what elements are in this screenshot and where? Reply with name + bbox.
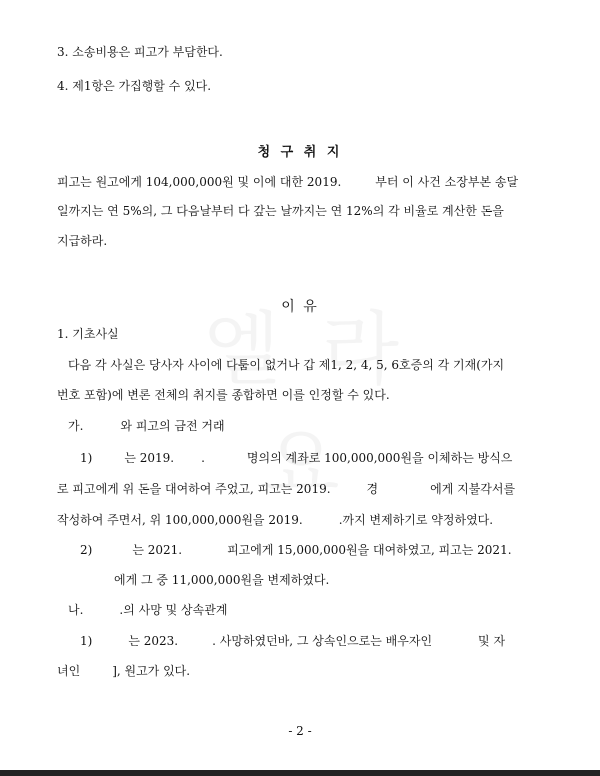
na-1-text: . 사망하였던바, 그 상속인으로는 배우자인 [212, 634, 433, 648]
na-1-line-2 [57, 663, 190, 679]
ga-1-line-3-a: 작성하여 주면서, 위 100,000,000원을 2019. [57, 513, 303, 527]
section-1-line-1: 다음 각 사실은 당사자 사이에 다툼이 없거나 갑 제1, 2, 4, 5, 6호증의 각 기재(가지 [68, 358, 505, 372]
ga-2-line-2: 에게 그 중 11,000,000원을 변제하였다. [114, 573, 330, 587]
ga-1-line-2-c: 에게 지불각서를 [430, 482, 516, 496]
ga-1-number: 1) [80, 451, 93, 465]
ga-1-line-3 [57, 512, 493, 528]
claim-line-1-part-b: 부터 이 사건 소장부본 송달 [375, 175, 519, 189]
na-1-number: 1) [80, 634, 93, 648]
ga-2-line-1 [80, 542, 512, 558]
claim-heading: 청 구 취 지 [257, 145, 343, 160]
subsection-na-title [68, 602, 227, 618]
ga-1-line-2 [57, 481, 515, 497]
subsection-ga-suffix: 와 피고의 금전 거래 [120, 419, 225, 433]
subsection-na-prefix: 나. [68, 603, 84, 617]
order-item-4: 4. 제1항은 가집행할 수 있다. [57, 79, 212, 93]
ga-2-text: 피고에게 15,000,000원을 대여하였고, 피고는 2021. [227, 543, 512, 557]
order-item-3: 3. 소송비용은 피고가 부담한다. [57, 45, 223, 59]
ga-1-line-2-b: 경 [366, 482, 379, 496]
ga-1-date: 는 2019. [124, 451, 175, 465]
na-1-text-end: 및 자 [478, 634, 506, 648]
claim-line-1 [57, 174, 518, 190]
ga-2-date: 는 2021. [132, 543, 183, 557]
page-number: - 2 - [288, 724, 312, 738]
bottom-edge-bar [0, 770, 600, 776]
na-1-line-2-b: ], 원고가 있다. [112, 664, 191, 678]
section-1-line-2: 번호 포함)에 변론 전체의 취지를 종합하면 이를 인정할 수 있다. [57, 388, 390, 402]
section-1-title: 1. 기초사실 [57, 327, 119, 341]
claim-line-3: 지급하라. [57, 234, 108, 248]
na-1-line-1 [80, 633, 505, 649]
ga-1-dot: . [201, 451, 205, 465]
subsection-ga-title [68, 418, 225, 434]
claim-line-1-part-a: 피고는 원고에게 104,000,000원 및 이에 대한 2019. [57, 175, 342, 189]
reasons-heading: 이 유 [281, 299, 319, 315]
ga-1-line-3-b: .까지 변제하기로 약정하였다. [338, 513, 494, 527]
subsection-na-suffix: .의 사망 및 상속관계 [119, 603, 228, 617]
ga-2-number: 2) [80, 543, 93, 557]
na-1-date: 는 2023. [128, 634, 179, 648]
ga-1-line-1 [80, 450, 512, 466]
claim-line-2: 일까지는 연 5%의, 그 다음날부터 다 갚는 날까지는 연 12%의 각 비율로 계산한 돈을 [57, 204, 504, 218]
subsection-ga-prefix: 가. [68, 419, 84, 433]
na-1-line-2-a: 녀인 [57, 664, 81, 678]
ga-1-line-2-a: 로 피고에게 위 돈을 대여하여 주었고, 피고는 2019. [57, 482, 331, 496]
ga-1-text: 명의의 계좌로 100,000,000원을 이체하는 방식으 [246, 451, 513, 465]
